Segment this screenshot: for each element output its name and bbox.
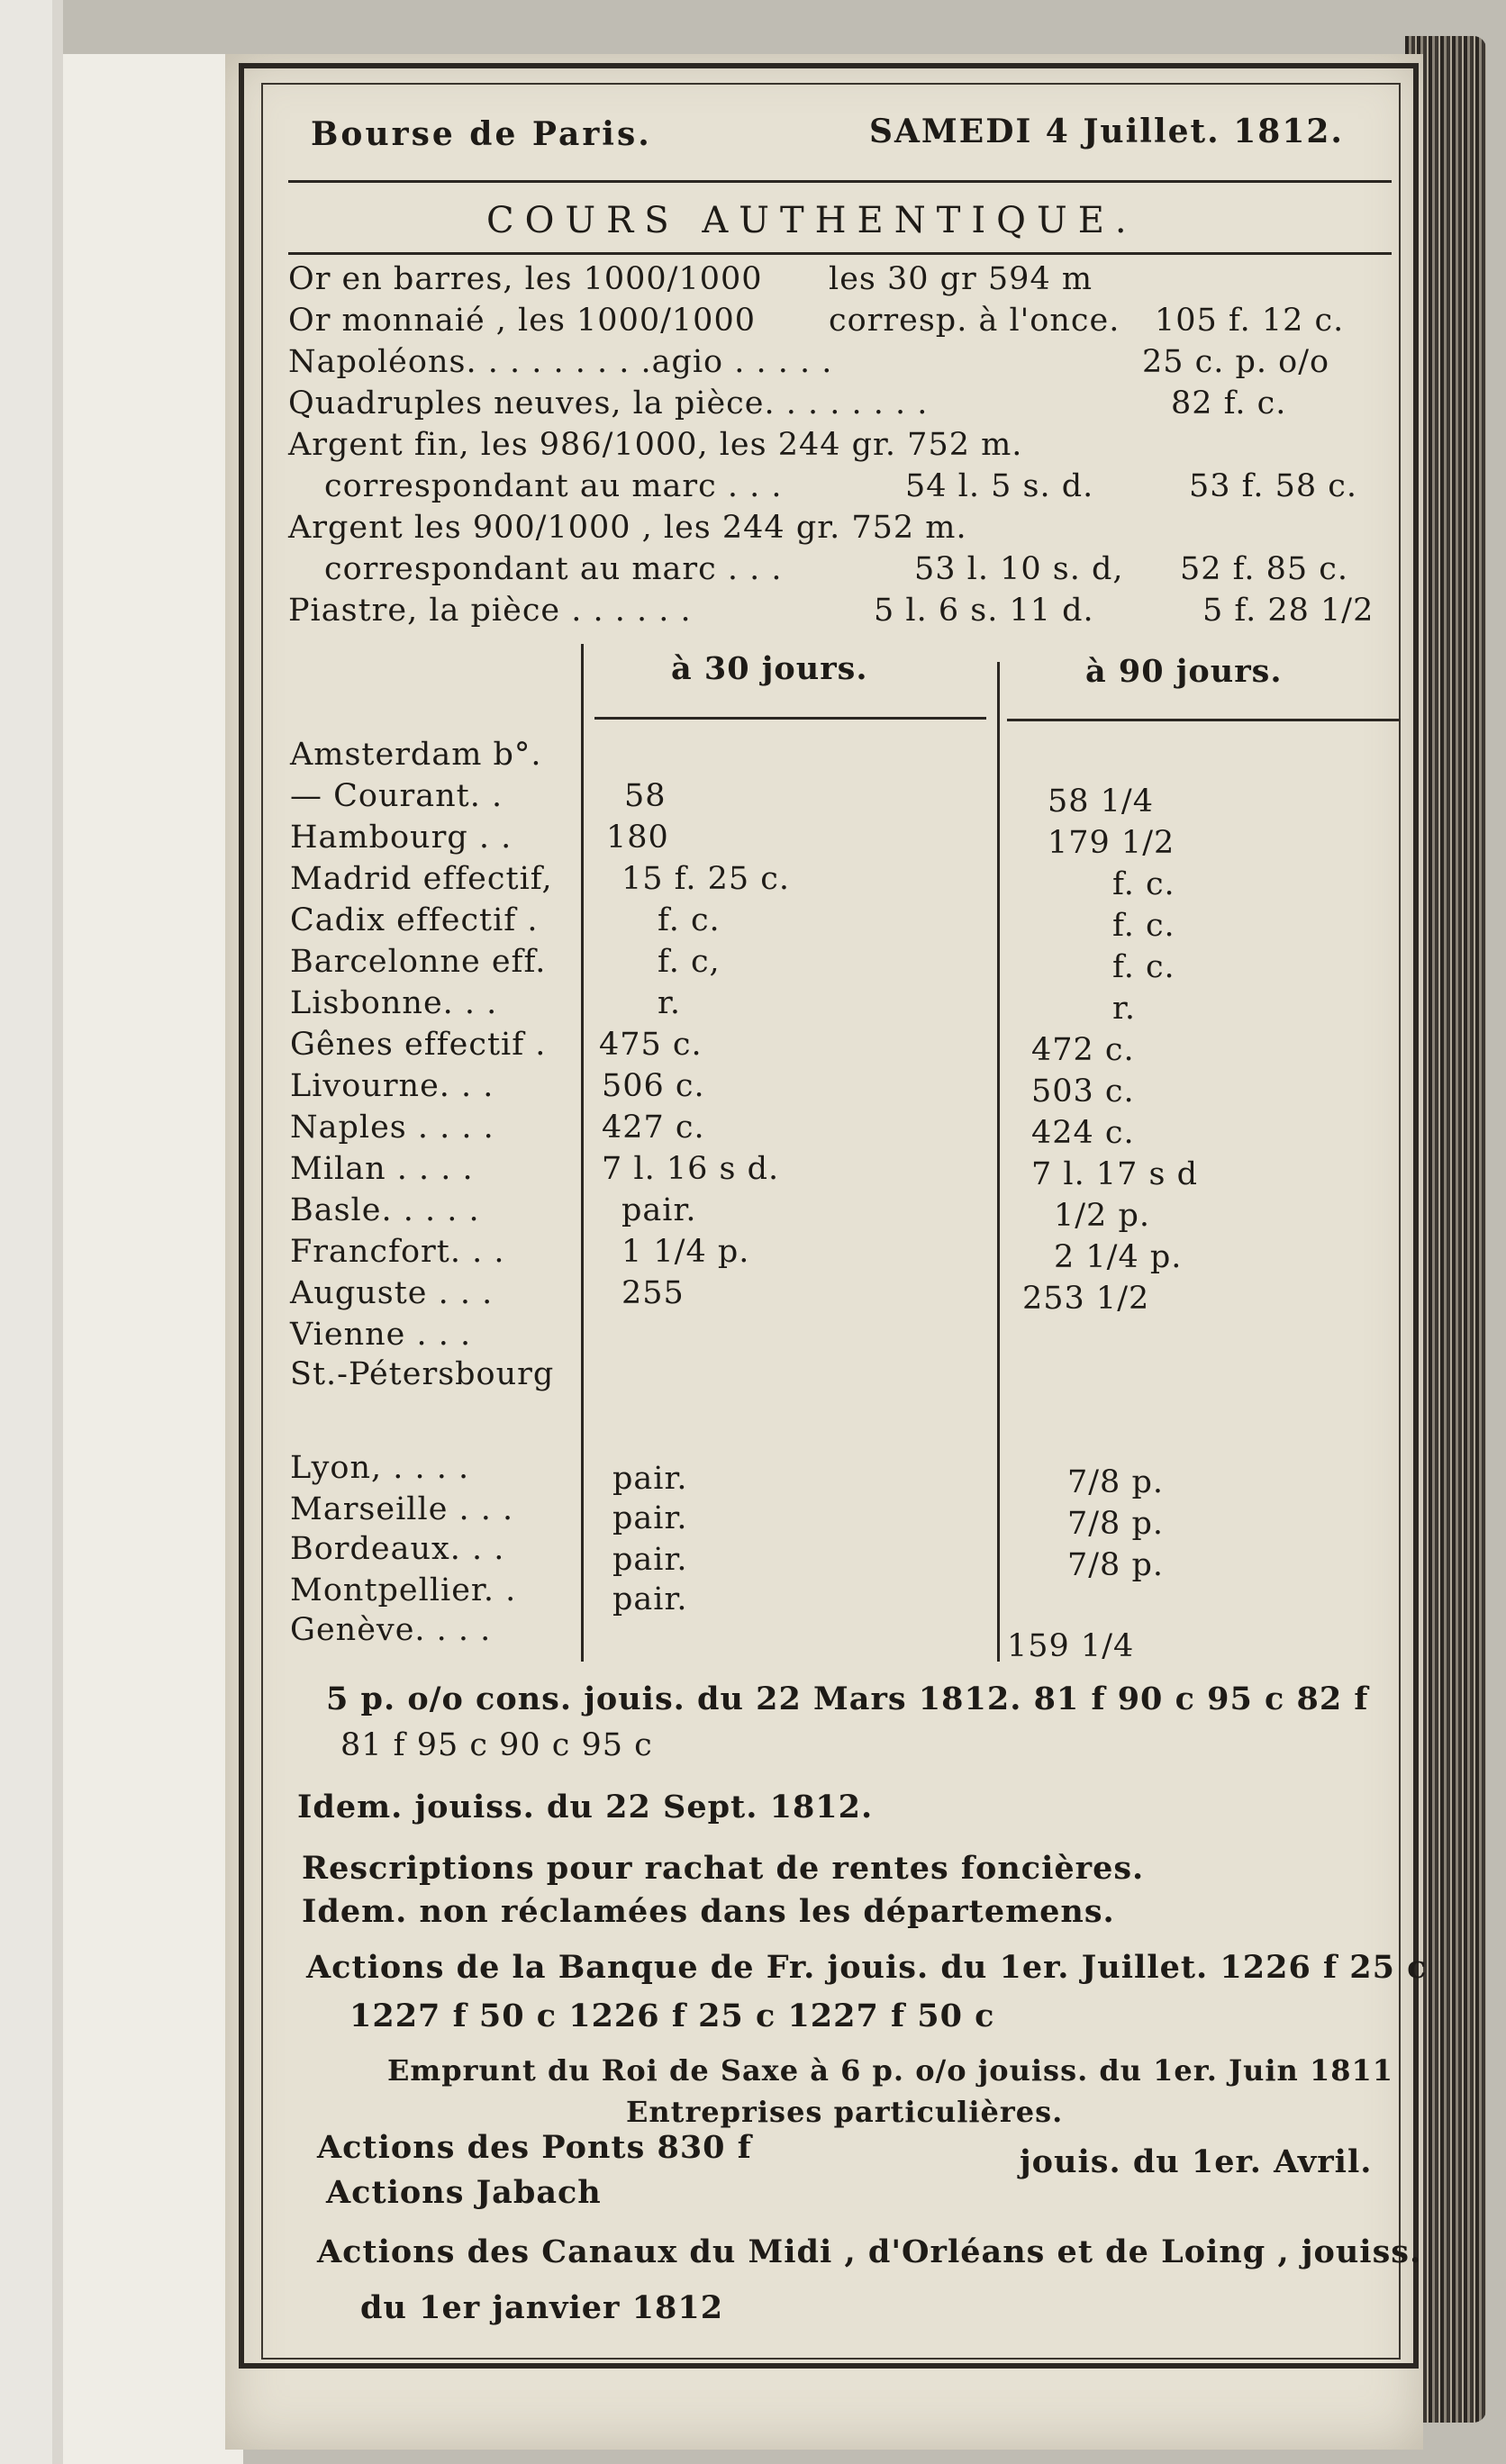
rate-30: 1 1/4 p.	[621, 1234, 750, 1270]
col-90-rule	[1007, 719, 1399, 721]
fund-line: 1227 f 50 c 1226 f 25 c 1227 f 50 c	[349, 1997, 995, 2034]
fund-line: Actions de la Banque de Fr. jouis. du 1er. Juillet. 1226 f 25 c	[306, 1949, 1428, 1986]
place-name: Gênes effectif .	[290, 1027, 547, 1063]
metal-line-4-value: 82 f. c.	[1171, 385, 1287, 421]
rate-90: 7 l. 17 s d	[1031, 1156, 1198, 1192]
rate-90: f. c.	[1112, 908, 1175, 944]
metal-line-9-note: 5 l. 6 s. 11 d.	[874, 593, 1094, 629]
metal-line-8-note: 53 l. 10 s. d,	[914, 551, 1124, 587]
rate-30: 475 c.	[599, 1027, 703, 1063]
place-name: Milan . . . .	[290, 1151, 474, 1187]
fund-line: Rescriptions pour rachat de rentes foncières.	[302, 1850, 1145, 1887]
metal-line-2: Or monnaié , les 1000/1000	[288, 303, 756, 339]
rate-30: 255	[621, 1275, 685, 1311]
rate-30: 15 f. 25 c.	[621, 861, 791, 897]
rate-90: 7/8 p.	[1067, 1506, 1164, 1542]
place-name: Lisbonne. . .	[290, 985, 498, 1021]
metal-line-8-value: 52 f. 85 c.	[1180, 551, 1349, 587]
header-right: SAMEDI 4 Juillet. 1812.	[869, 113, 1344, 150]
rate-30: r.	[658, 985, 682, 1021]
rate-90: 159 1/4	[1007, 1628, 1135, 1664]
rate-90: 2 1/4 p.	[1054, 1239, 1183, 1275]
place-name: Lyon, . . . .	[290, 1450, 470, 1486]
metal-line-9-value: 5 f. 28 1/2	[1202, 593, 1374, 629]
metal-line-4: Quadruples neuves, la pièce. . . . . . . .	[288, 385, 929, 421]
rule-2	[288, 252, 1392, 255]
metal-line-6-note: 54 l. 5 s. d.	[905, 468, 1094, 504]
fund-line: Idem. jouiss. du 22 Sept. 1812.	[297, 1789, 874, 1825]
rate-30: pair.	[612, 1500, 688, 1536]
place-name: Barcelonne eff.	[290, 944, 547, 980]
header-left: Bourse de Paris.	[311, 115, 652, 153]
section-heading: Entreprises particulières.	[626, 2095, 1064, 2129]
rate-30: 506 c.	[602, 1068, 705, 1104]
metal-line-7: Argent les 900/1000 , les 244 gr. 752 m.	[288, 510, 967, 546]
metal-line-9: Piastre, la pièce . . . . . .	[288, 593, 692, 629]
fund-line: Actions des Canaux du Midi , d'Orléans et de Loing , jouiss.	[317, 2233, 1422, 2270]
rate-90: 424 c.	[1031, 1115, 1135, 1151]
fund-line: Idem. non réclamées dans les départemens.	[302, 1893, 1115, 1930]
place-name: Cadix effectif .	[290, 902, 539, 938]
rate-90: 503 c.	[1031, 1073, 1135, 1110]
place-name: St.-Pétersbourg	[290, 1356, 555, 1392]
col-90-header: à 90 jours.	[1085, 653, 1283, 690]
rate-30: pair.	[621, 1192, 697, 1228]
rate-30: f. c,	[658, 944, 721, 980]
rate-30: 180	[606, 820, 669, 856]
fund-line: Emprunt du Roi de Saxe à 6 p. o/o jouiss. du 1er. Juin 1811	[387, 2053, 1393, 2088]
rate-30: f. c.	[658, 902, 721, 938]
fund-line: 5 p. o/o cons. jouis. du 22 Mars 1812. 81 f 90 c 95 c 82 f	[326, 1680, 1369, 1717]
rate-90: 179 1/2	[1048, 825, 1175, 861]
metal-line-5: Argent fin, les 986/1000, les 244 gr. 752 m.	[288, 427, 1023, 463]
fund-line: Actions des Ponts 830 f	[317, 2129, 752, 2166]
place-name: Amsterdam b°.	[290, 737, 542, 773]
rate-90: 7/8 p.	[1067, 1464, 1164, 1500]
rate-30: 58	[624, 778, 667, 814]
rate-90: f. c.	[1112, 866, 1175, 902]
rate-90: 472 c.	[1031, 1032, 1135, 1068]
fund-line: Actions Jabach	[326, 2174, 602, 2211]
rate-30: 427 c.	[602, 1110, 705, 1146]
place-name: Bordeaux. . .	[290, 1531, 505, 1567]
rate-90: 1/2 p.	[1054, 1198, 1150, 1234]
metal-line-1-value: les 30 gr 594 m	[829, 261, 1093, 297]
column-divider-left	[581, 644, 584, 1662]
place-name: Genève. . . .	[290, 1612, 492, 1648]
place-name: Livourne. . .	[290, 1068, 494, 1104]
metal-line-8: correspondant au marc . . .	[324, 551, 783, 587]
rate-30: pair.	[612, 1581, 688, 1617]
fund-line: du 1er janvier 1812	[360, 2289, 724, 2326]
col-30-rule	[594, 717, 986, 720]
place-name: Francfort. . .	[290, 1234, 505, 1270]
metal-line-2-value: 105 f. 12 c.	[1155, 303, 1345, 339]
page-title: COURS AUTHENTIQUE.	[486, 200, 1138, 241]
place-name: Vienne . . .	[290, 1317, 472, 1353]
rate-30: pair.	[612, 1461, 688, 1497]
rate-30: 7 l. 16 s d.	[602, 1151, 780, 1187]
place-name: — Courant. .	[290, 778, 504, 814]
place-name: Marseille . . .	[290, 1491, 514, 1527]
rate-90: 58 1/4	[1048, 784, 1154, 820]
rate-30: pair.	[612, 1542, 688, 1578]
col-30-header: à 30 jours.	[671, 650, 868, 687]
metal-line-2-note: corresp. à l'once.	[829, 303, 1120, 339]
place-name: Naples . . . .	[290, 1110, 494, 1146]
column-divider-right	[997, 662, 1000, 1662]
metal-line-3-value: 25 c. p. o/o	[1142, 344, 1330, 380]
place-name: Madrid effectif,	[290, 861, 553, 897]
metal-line-6-value: 53 f. 58 c.	[1189, 468, 1358, 504]
fund-line: 81 f 95 c 90 c 95 c	[340, 1727, 653, 1763]
rule-1	[288, 180, 1392, 183]
rate-90: f. c.	[1112, 949, 1175, 985]
book-cover-edge	[0, 0, 52, 2464]
rate-90: 253 1/2	[1022, 1281, 1150, 1317]
rate-90: r.	[1112, 991, 1137, 1027]
place-name: Basle. . . . .	[290, 1192, 480, 1228]
fund-line: jouis. du 1er. Avril.	[1020, 2143, 1373, 2180]
rate-90: 7/8 p.	[1067, 1547, 1164, 1583]
place-name: Montpellier. .	[290, 1572, 517, 1608]
metal-line-3: Napoléons. . . . . . . . .agio . . . . .	[288, 344, 833, 380]
book-endpaper	[63, 54, 243, 2464]
metal-line-1: Or en barres, les 1000/1000	[288, 261, 763, 297]
book-spine-shadow	[52, 0, 63, 2464]
place-name: Hambourg . .	[290, 820, 513, 856]
place-name: Auguste . . .	[290, 1275, 494, 1311]
metal-line-6: correspondant au marc . . .	[324, 468, 783, 504]
